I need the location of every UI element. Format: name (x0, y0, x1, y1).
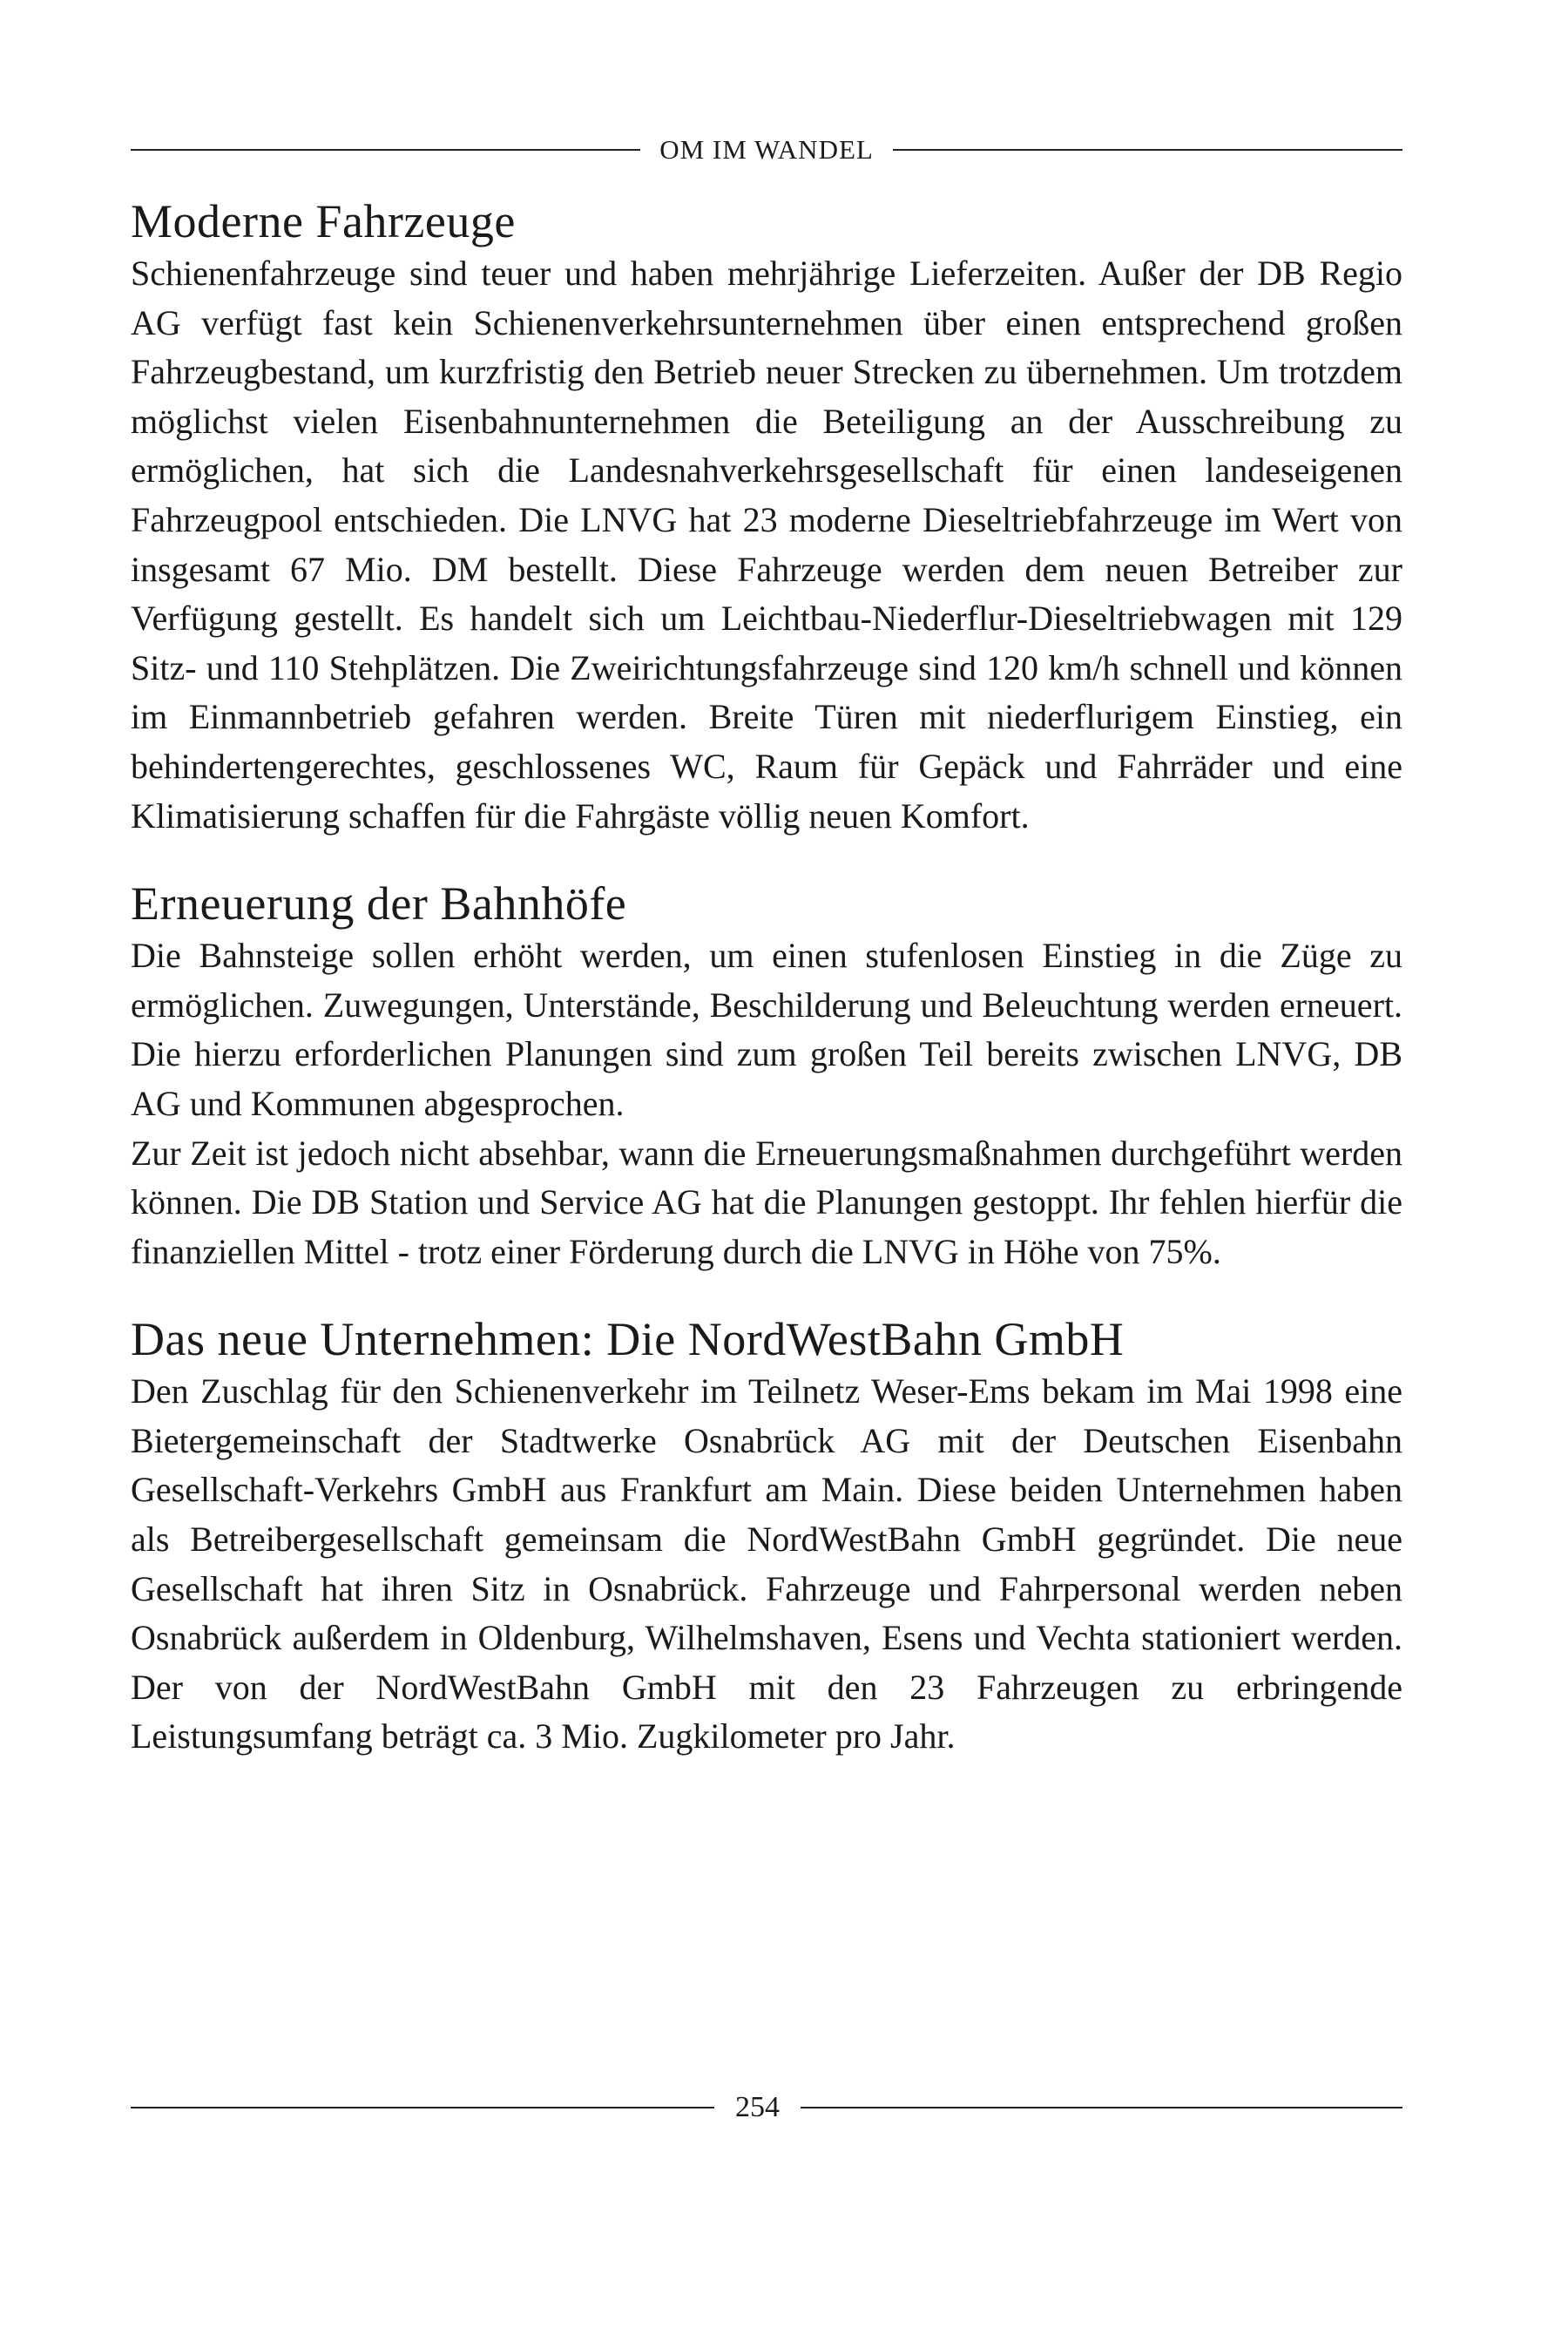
section-heading: Moderne Fahrzeuge (131, 195, 516, 247)
section-nordwestbahn (131, 1311, 1402, 1762)
section-paragraph: Den Zuschlag für den Schienenverkehr im Teilnetz Weser-Ems bekam im Mai 1998 eine Bietergemeinschaft der Stadtwerke Osnabrück AG mit der Deutschen Eisenbahn Gesellschaft-Verkehrs GmbH aus Frankfurt am Main. Diese beiden Unternehmen haben als Betreibergesellschaft gemeinsam die NordWestBahn GmbH gegründet. Die neue Gesellschaft hat ihren Sitz in Osnabrück. Fahrzeuge und Fahrpersonal werden neben Osnabrück außerdem in Oldenburg, Wilhelmshaven, Esens und Vechta stationiert werden. Der von der NordWestBahn GmbH mit den 23 Fahrzeugen zu erbringende Leistungsumfang beträgt ca. 3 Mio. Zugkilometer pro Jahr. (131, 1371, 1402, 1756)
section-moderne-fahrzeuge (131, 193, 1402, 841)
running-head-rule-left (131, 149, 640, 151)
running-head-rule-right (893, 149, 1402, 151)
section-paragraph: Schienenfahrzeuge sind teuer und haben mehrjährige Lieferzeiten. Außer der DB Regio AG verfügt fast kein Schienenverkehrsunternehmen über einen entsprechend großen Fahrzeugbestand, um kurzfristig den Betrieb neuer Strecken zu übernehmen. Um trotzdem möglichst vielen Eisenbahnunternehmen die Beteiligung an der Ausschreibung zu ermöglichen, hat sich die Landesnahverkehrsgesellschaft für einen landeseigenen Fahrzeugpool entschieden. Die LNVG hat 23 moderne Dieseltriebfahrzeuge im Wert von insgesamt 67 Mio. DM bestellt. Diese Fahrzeuge werden dem neuen Betreiber zur Verfügung gestellt. Es handelt sich um Leichtbau-Niederflur-Dieseltriebwagen mit 129 Sitz- und 110 Stehplätzen. Die Zweirichtungsfahrzeuge sind 120 km/h schnell und können im Einmannbetrieb gefahren werden. Breite Türen mit niederflurigem Einstieg, ein behindertengerechtes, geschlossenes WC, Raum für Gepäck und Fahrräder und eine Klimatisierung schaffen für die Fahrgäste völlig neuen Komfort. (131, 254, 1402, 836)
running-head-title: OM IM WANDEL (659, 134, 874, 165)
section-paragraph: Die Bahnsteige sollen erhöht werden, um einen stufenlosen Einstieg in die Züge zu ermöglichen. Zuwegungen, Unterstände, Beschilderung und Beleuchtung werden erneuert. Die hierzu erforderlichen Planungen sind zum großen Teil bereits zwischen LNVG, DB AG und Kommunen abgesprochen. (131, 936, 1402, 1123)
section-heading: Erneuerung der Bahnhöfe (131, 877, 627, 931)
page-number: 254 (735, 2091, 780, 2123)
running-head (131, 134, 1402, 166)
section-paragraph: Zur Zeit ist jedoch nicht absehbar, wann die Erneuerungsmaßnahmen durchgeführt werden können. Die DB Station und Service AG hat die Planungen gestoppt. Ihr fehlen hierfür die finanziellen Mittel - trotz einer Förderung durch die LNVG in Höhe von 75%. (131, 1133, 1402, 1271)
page-content (131, 193, 1402, 1797)
page-footer (131, 2091, 1402, 2124)
footer-rule-left (131, 2107, 714, 2108)
section-erneuerung-bahnhoefe (131, 876, 1402, 1276)
section-heading: Das neue Unternehmen: Die NordWestBahn GmbH (131, 1313, 1125, 1366)
footer-rule-right (801, 2107, 1402, 2108)
